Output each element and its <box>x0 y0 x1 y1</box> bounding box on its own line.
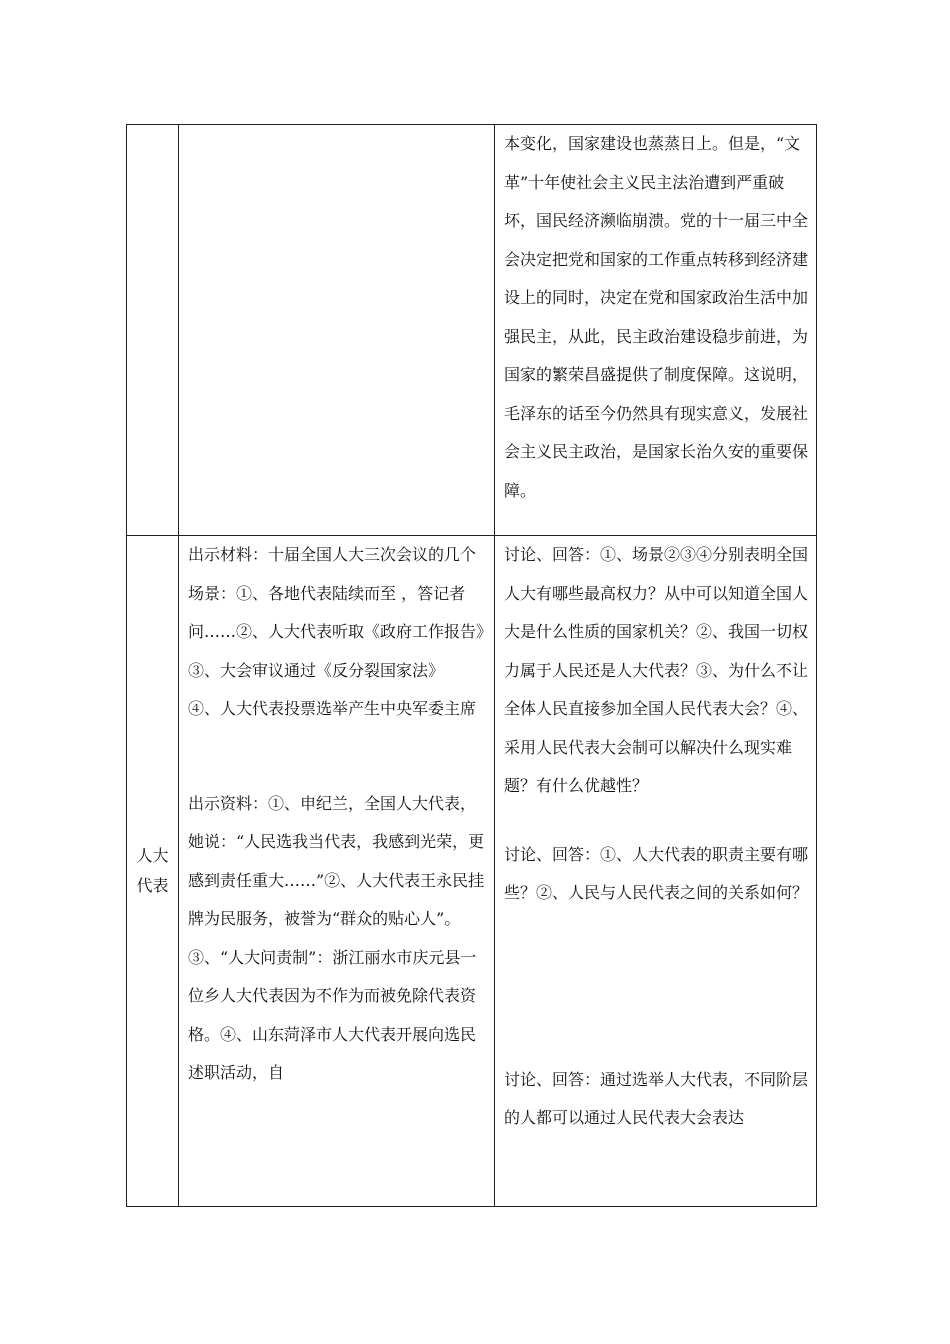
student-paragraph: 讨论、回答：①、人大代表的职责主要有哪些？②、人民与人民代表之间的关系如何？ <box>504 844 809 902</box>
table-row <box>127 125 817 536</box>
student-paragraph: 讨论、回答：通过选举人大代表，不同阶层的人都可以通过人民代表大会表达 <box>504 1069 809 1127</box>
teacher-activity-cell <box>179 125 495 536</box>
student-activity-cell <box>495 125 817 536</box>
student-paragraph: 讨论、回答：①、场景②③④分别表明全国人大有哪些最高权力？从中可以知道全国人大是什么性质的国家机关？②、我国一切权力属于人民还是人大代表？③、为什么不让全体人民直接参加全国人民代表大会？④、采用人民代表大会制可以解决什么现实难题？有什么优越性？ <box>504 545 809 795</box>
topic-label-cell <box>127 125 179 536</box>
student-paragraph: 本变化，国家建设也蒸蒸日上。但是，“文革”十年使社会主义民主法治遭到严重破坏，国民经济濒临崩溃。党的十一届三中全会决定把党和国家的工作重点转移到经济建设上的同时，决定在党和国家政治生活中加强民主，从此，民主政治建设稳步前进，为国家的繁荣昌盛提供了制度保障。这说明，毛泽东的话至今仍然具有现实意义，发展社会主义民主政治，是国家长治久安的重要保障。 <box>504 134 809 500</box>
teacher-paragraph: ④、人大代表投票选举产生中央军委主席 <box>188 699 477 718</box>
table-row <box>127 536 817 1207</box>
student-activity-cell <box>495 536 817 1207</box>
teacher-paragraph: 出示资料：①、申纪兰，全国人大代表，她说：“人民选我当代表，我感到光荣，更感到责任重大……”②、人大代表王永民挂牌为民服务，被誉为“群众的贴心人”。③、“人大问责制”：浙江丽水市庆元县一位乡人大代表因为不作为而被免除代表资格。④、山东菏泽市人大代表开展向选民述职活动，自 <box>188 793 485 1082</box>
teacher-paragraph: 出示材料：十届全国人大三次会议的几个场景：①、各地代表陆续而至 ，答记者问……②、人大代表听取《政府工作报告》③、大会审议通过《反分裂国家法》 <box>188 545 485 680</box>
topic-label: 人大代表 <box>136 846 169 895</box>
lesson-table <box>126 124 817 1207</box>
topic-label-cell <box>127 536 179 1207</box>
teacher-activity-cell <box>179 536 495 1207</box>
